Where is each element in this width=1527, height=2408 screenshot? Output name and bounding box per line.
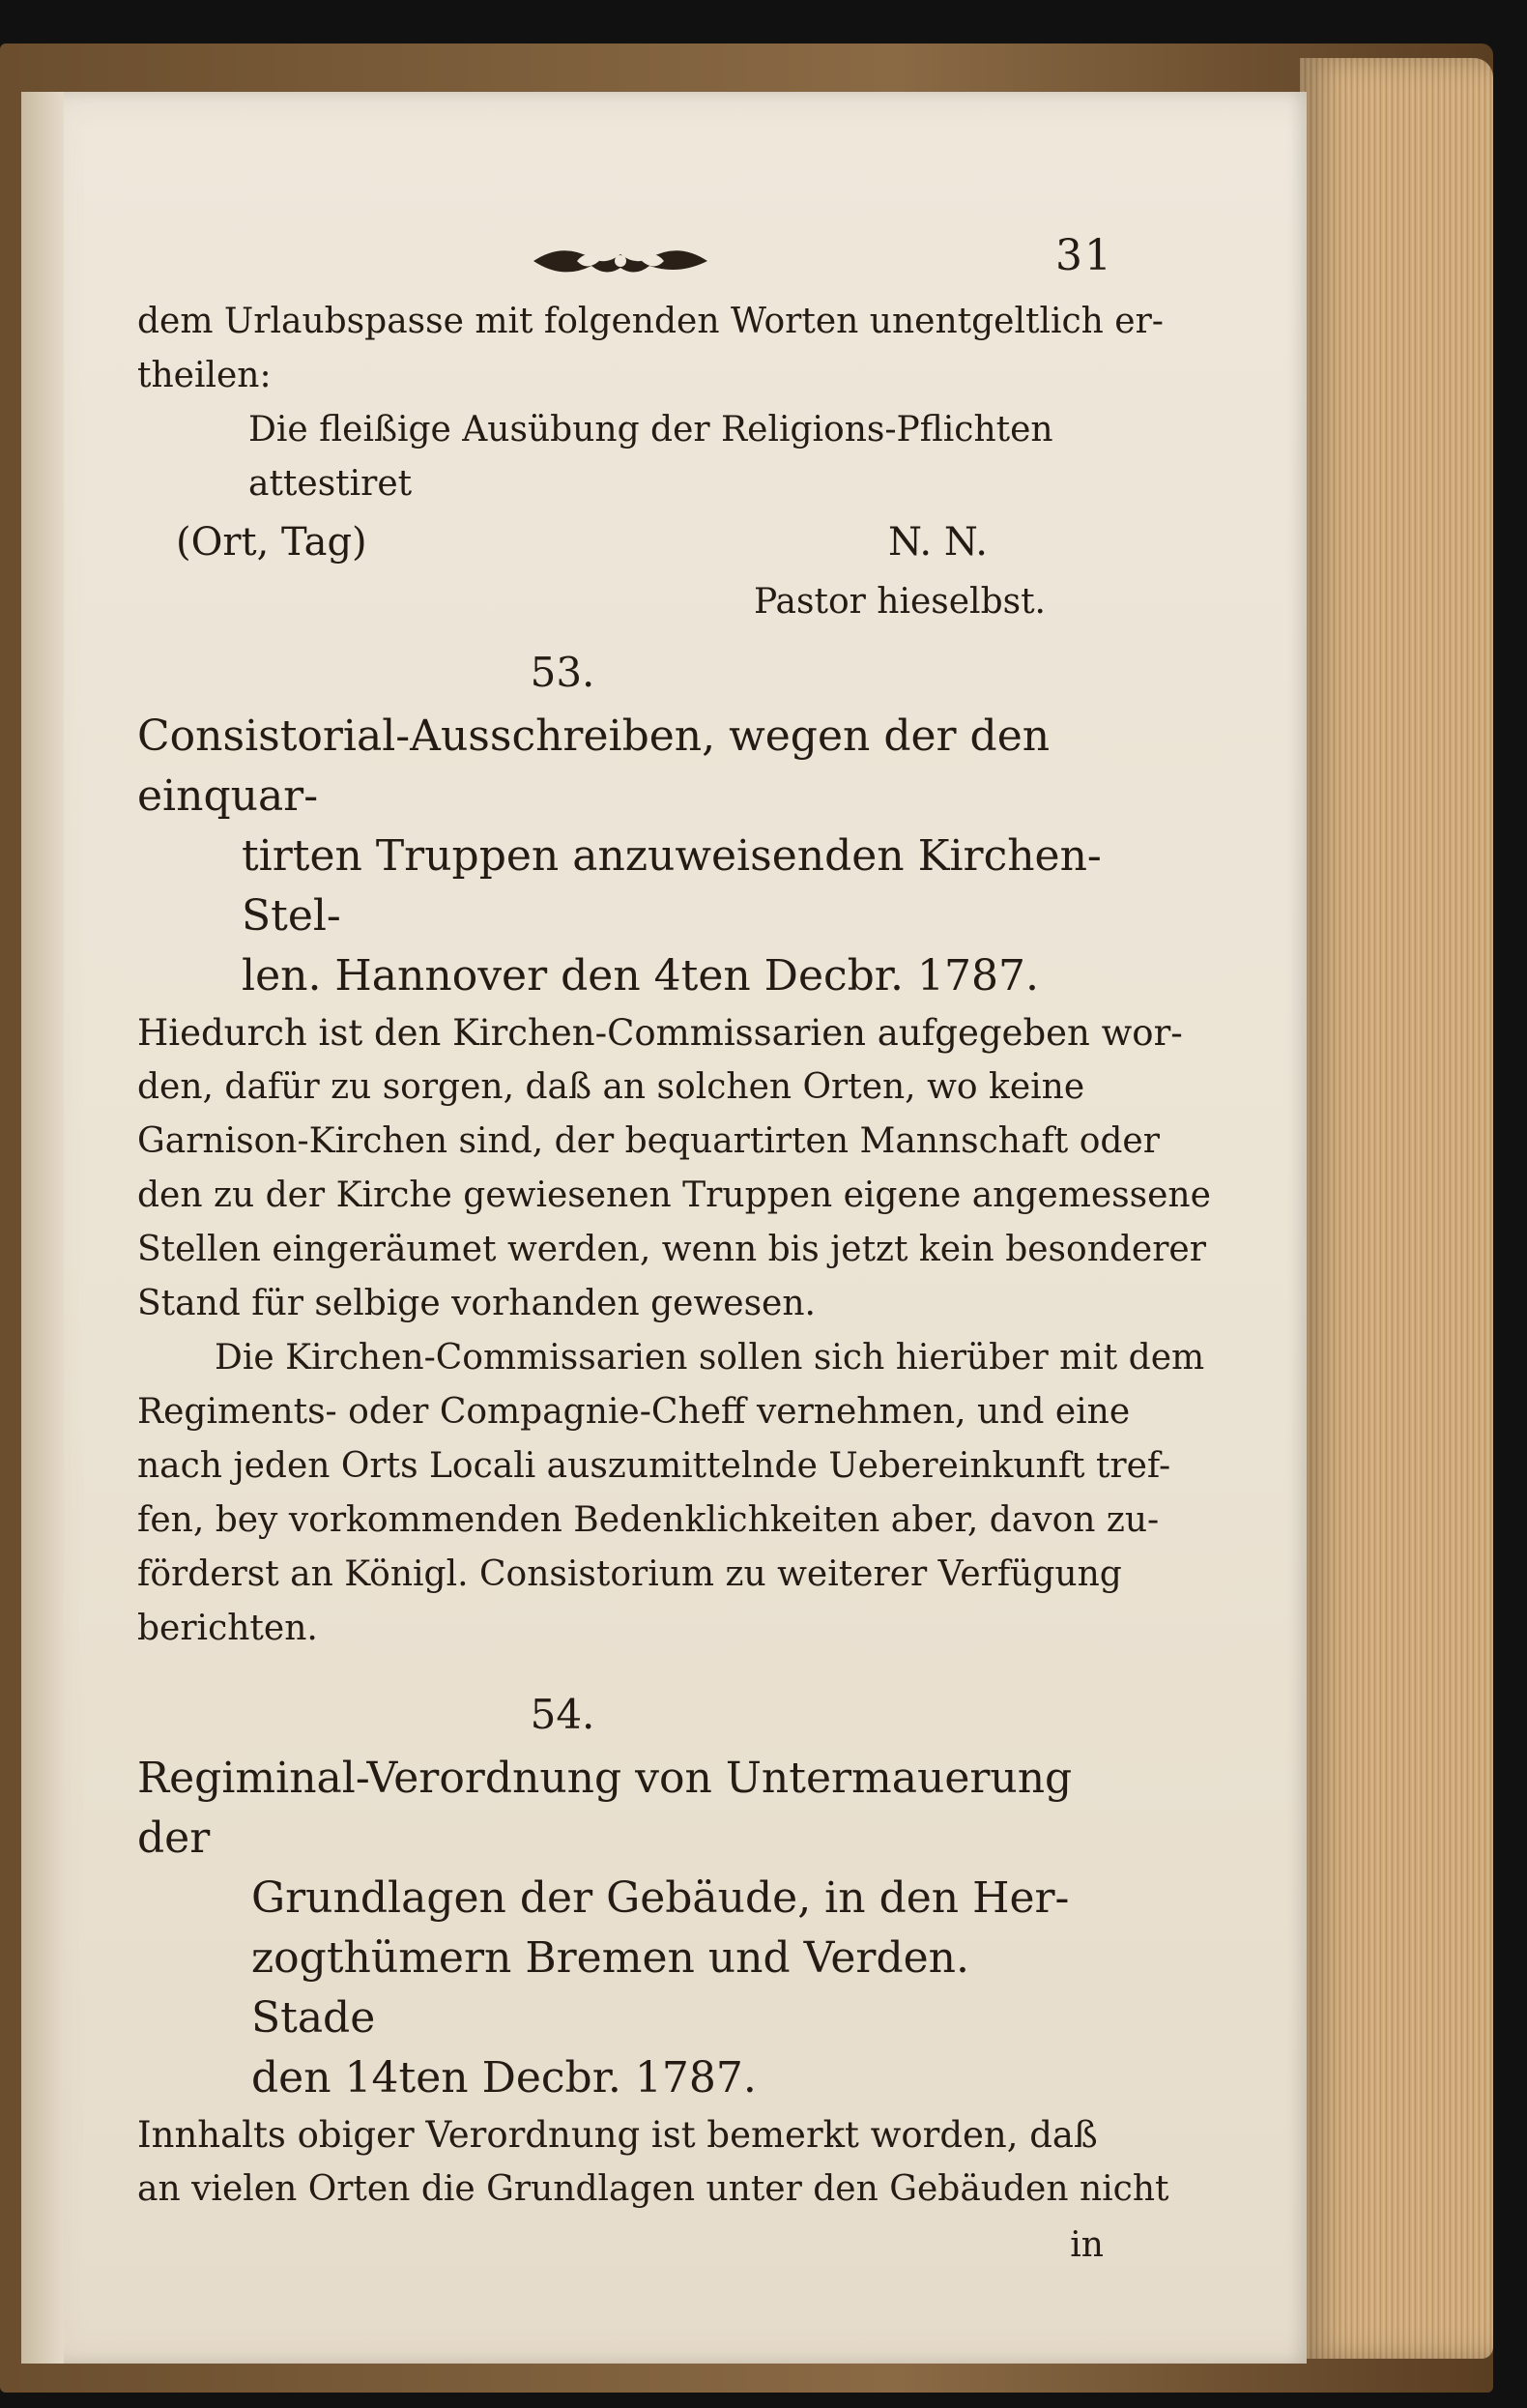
book-page (21, 92, 1307, 2364)
text-line: dem Urlaubspasse mit folgenden Worten unentgeltlich er- (137, 302, 1164, 341)
paragraph-line: fen, bey vorkommenden Bedenklichkeiten aber, davon zu- (137, 1500, 1160, 1540)
section-heading: tirten Truppen anzuweisenden Kirchen-Stel- (242, 831, 1102, 941)
section-number: 54. (530, 1691, 595, 1738)
section-heading: len. Hannover den 4ten Decbr. 1787. (242, 951, 1039, 1001)
paragraph-line: Die Kirchen-Commissarien sollen sich hierüber mit dem (215, 1338, 1205, 1378)
paragraph-line: den, dafür zu sorgen, daß an solchen Orten, wo keine (137, 1067, 1085, 1107)
signature-name: N. N. (887, 520, 988, 565)
paragraph-line: Stand für selbige vorhanden gewesen. (137, 1284, 816, 1323)
paragraph-line: Regiments- oder Compagnie-Cheff vernehmen, und eine (137, 1392, 1131, 1432)
page-edges (1300, 58, 1493, 2359)
section-heading: Grundlagen der Gebäude, in den Her- (251, 1873, 1070, 1923)
signature-row (137, 511, 1104, 573)
section-heading: den 14ten Decbr. 1787. (251, 2053, 757, 2103)
quote-line: Die fleißige Ausübung der Religions-Pflichten (248, 410, 1053, 450)
section-heading: Consistorial-Ausschreiben, wegen der den einquar- (137, 711, 1051, 821)
paragraph-line: berichten. (137, 1609, 318, 1648)
paragraph-line: Stellen eingeräumet werden, wenn bis jetzt kein besonderer (137, 1230, 1206, 1269)
paragraph-line: den zu der Kirche gewiesenen Truppen eigene angemessene (137, 1175, 1211, 1215)
ornament-vignette-icon (524, 237, 717, 285)
paragraph-line: nach jeden Orts Locali auszumittelnde Uebereinkunft tref- (137, 1446, 1171, 1486)
quote-line: attestiret (248, 464, 413, 504)
page-gutter (21, 92, 64, 2364)
paragraph-line: Garnison-Kirchen sind, der bequartirten Mannschaft oder (137, 1121, 1160, 1161)
section-number: 53. (530, 649, 595, 696)
section-heading: zogthümern Bremen und Verden. Stade (251, 1933, 969, 2043)
paragraph-line: förderst an Königl. Consistorium zu weiterer Verfügung (137, 1554, 1122, 1594)
signature-place: (Ort, Tag) (176, 520, 367, 565)
text-line: theilen: (137, 356, 272, 395)
paragraph-line: an vielen Orten die Grundlagen unter den Gebäuden nicht (137, 2169, 1169, 2209)
paragraph-line: Innhalts obiger Verordnung ist bemerkt worden, daß (137, 2114, 1098, 2156)
section-heading: Regiminal-Verordnung von Untermauerung der (137, 1754, 1073, 1863)
paragraph-line: Hiedurch ist den Kirchen-Commissarien aufgegeben wor- (137, 1012, 1183, 1054)
page-text (137, 227, 1211, 2275)
page-header (137, 227, 1113, 295)
signature-title: Pastor hieselbst. (753, 582, 1046, 622)
catchword: in (1070, 2225, 1104, 2265)
page-number: 31 (1055, 231, 1113, 280)
